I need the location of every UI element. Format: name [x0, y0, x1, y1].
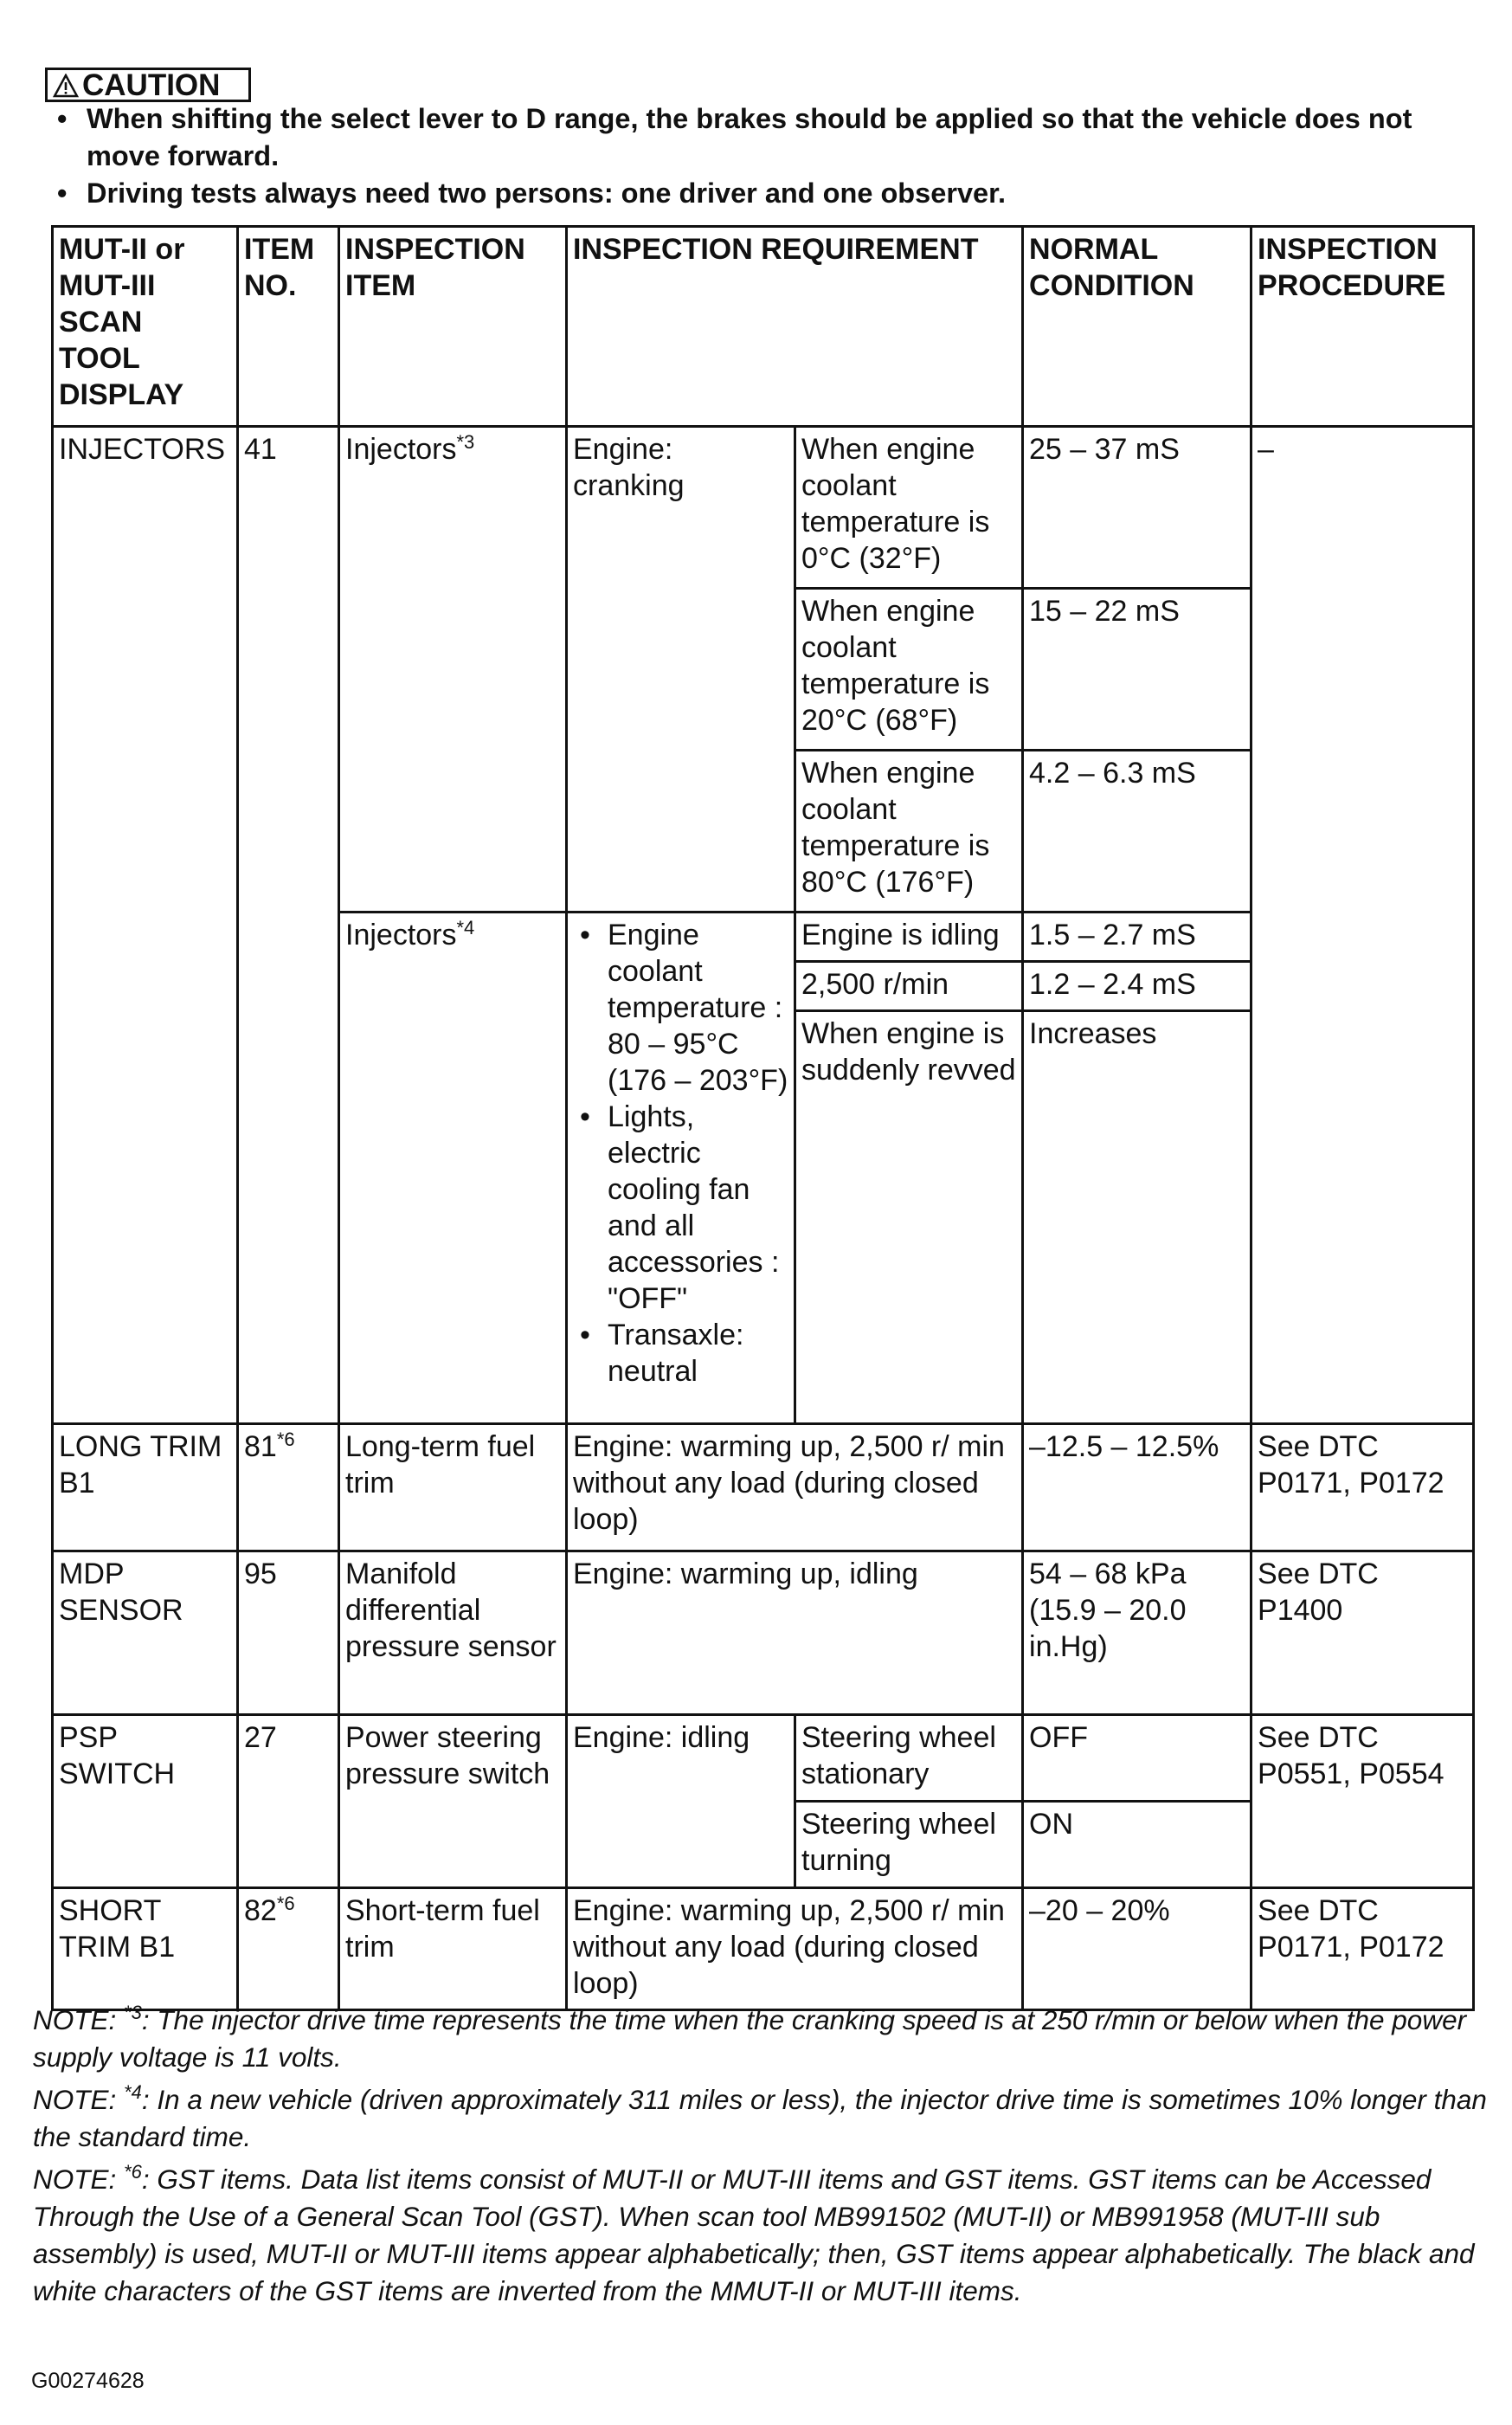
cell-requirement — [567, 913, 795, 1424]
cell-procedure: See DTC P0171, P0172 — [1251, 1424, 1474, 1551]
table-row — [53, 1715, 1474, 1802]
requirement-bullet: • Engine coolant temperature : 80 – 95°C (176 – 203°F) — [573, 917, 788, 1099]
cell-normal: 15 – 22 mS — [1023, 589, 1251, 751]
caution-text: CAUTION — [82, 68, 221, 102]
cell-condition: When engine coolant temperature is 0°C (32°F) — [795, 427, 1023, 589]
cell-procedure: – — [1251, 427, 1474, 1424]
cell-procedure: See DTC P0171, P0172 — [1251, 1888, 1474, 2010]
cell-condition: 2,500 r/min — [795, 962, 1023, 1011]
cell-normal: 25 – 37 mS — [1023, 427, 1251, 589]
cell-requirement: Engine: cranking — [567, 427, 795, 913]
cell-requirement: Engine: warming up, 2,500 r/ min without any load (during closed loop) — [567, 1888, 1023, 2010]
cell-normal: Increases — [1023, 1011, 1251, 1424]
cell-display: LONG TRIM B1 — [53, 1424, 238, 1551]
header-display: MUT-II or MUT-III SCAN TOOL DISPLAY — [53, 227, 238, 427]
inspection-table — [51, 225, 1475, 2011]
cell-condition: Steering wheel stationary — [795, 1715, 1023, 1802]
cell-requirement: Engine: warming up, 2,500 r/ min without any load (during closed loop) — [567, 1424, 1023, 1551]
cell-condition: Steering wheel turning — [795, 1802, 1023, 1888]
cell-inspection-item: Long-term fuel trim — [339, 1424, 567, 1551]
cell-item-no: 27 — [238, 1715, 339, 1888]
cell-condition: When engine is suddenly revved — [795, 1011, 1023, 1424]
cell-normal: –12.5 – 12.5% — [1023, 1424, 1251, 1551]
cell-condition: Engine is idling — [795, 913, 1023, 962]
figure-id: G00274628 — [31, 2369, 145, 2393]
notes-section — [33, 2002, 1487, 2315]
cell-normal: 1.2 – 2.4 mS — [1023, 962, 1251, 1011]
caution-bullet: • When shifting the select lever to D range, the brakes should be applied so that the vehicle does not move forward. — [54, 100, 1473, 175]
cell-display: PSP SWITCH — [53, 1715, 238, 1888]
cell-display: MDP SENSOR — [53, 1551, 238, 1715]
cell-inspection-item: Injectors$^{*4}$ — [339, 913, 567, 1424]
header-requirement: INSPECTION REQUIREMENT — [567, 227, 1023, 427]
table-row — [53, 1551, 1474, 1715]
header-normal: NORMAL CONDITION — [1023, 227, 1251, 427]
cell-inspection-item: Injectors$^{*3}$ — [339, 427, 567, 913]
cell-display: SHORT TRIM B1 — [53, 1888, 238, 2010]
cell-item-no: 82$^{*6}$ — [238, 1888, 339, 2010]
cell-normal: –20 – 20% — [1023, 1888, 1251, 2010]
requirement-bullet: • Transaxle: neutral — [573, 1317, 788, 1390]
note: NOTE: $^{*4}$: In a new vehicle (driven approximately 311 miles or less), the injector drive time is sometimes 10% longer than the standard time. — [33, 2081, 1487, 2152]
header-procedure: INSPECTION PROCEDURE — [1251, 227, 1474, 427]
table-row — [53, 1424, 1474, 1551]
cell-normal: ON — [1023, 1802, 1251, 1888]
cell-procedure: See DTC P1400 — [1251, 1551, 1474, 1715]
cell-item-no: 95 — [238, 1551, 339, 1715]
table-row — [53, 427, 1474, 589]
cell-requirement: Engine: idling — [567, 1715, 795, 1888]
cell-inspection-item: Short-term fuel trim — [339, 1888, 567, 2010]
cell-item-no: 41 — [238, 427, 339, 1424]
table-header-row — [53, 227, 1474, 427]
note: NOTE: $^{*3}$: The injector drive time represents the time when the cranking speed is at 250 r/min or below when the power supply voltage is 11 volts. — [33, 2002, 1467, 2073]
caution-label — [45, 68, 251, 102]
note: NOTE: $^{*6}$: GST items. Data list items consist of MUT-II or MUT-III items and GST items. GST items can be Accessed Through the Use of a General Scan Tool (GST). When scan tool MB991502 (MUT-II) or MB991958 (MUT-III sub assembly) is used, MUT-II or MUT-III items appear alphabetically; then, GST items appear alphabetically. The black and white characters of the GST items are inverted from the MMUT-II or MUT-III items. — [33, 2161, 1475, 2306]
cell-condition: When engine coolant temperature is 20°C (68°F) — [795, 589, 1023, 751]
cell-normal: 1.5 – 2.7 mS — [1023, 913, 1251, 962]
cell-inspection-item: Manifold differential pressure sensor — [339, 1551, 567, 1715]
warning-triangle-icon — [53, 74, 79, 98]
caution-bullet: • Driving tests always need two persons: one driver and one observer. — [54, 175, 1473, 212]
cell-display: INJECTORS — [53, 427, 238, 1424]
cell-condition: When engine coolant temperature is 80°C (176°F) — [795, 751, 1023, 913]
caution-bullets — [54, 100, 1473, 212]
cell-normal: 54 – 68 kPa (15.9 – 20.0 in.Hg) — [1023, 1551, 1251, 1715]
header-item-no: ITEM NO. — [238, 227, 339, 427]
table-row — [53, 1888, 1474, 2010]
cell-item-no: 81$^{*6}$ — [238, 1424, 339, 1551]
requirement-bullet: • Lights, electric cooling fan and all accessories : "OFF" — [573, 1099, 788, 1317]
cell-procedure: See DTC P0551, P0554 — [1251, 1715, 1474, 1888]
cell-inspection-item: Power steering pressure switch — [339, 1715, 567, 1888]
header-inspection-item: INSPECTION ITEM — [339, 227, 567, 427]
cell-requirement: Engine: warming up, idling — [567, 1551, 1023, 1715]
cell-normal: OFF — [1023, 1715, 1251, 1802]
cell-normal: 4.2 – 6.3 mS — [1023, 751, 1251, 913]
